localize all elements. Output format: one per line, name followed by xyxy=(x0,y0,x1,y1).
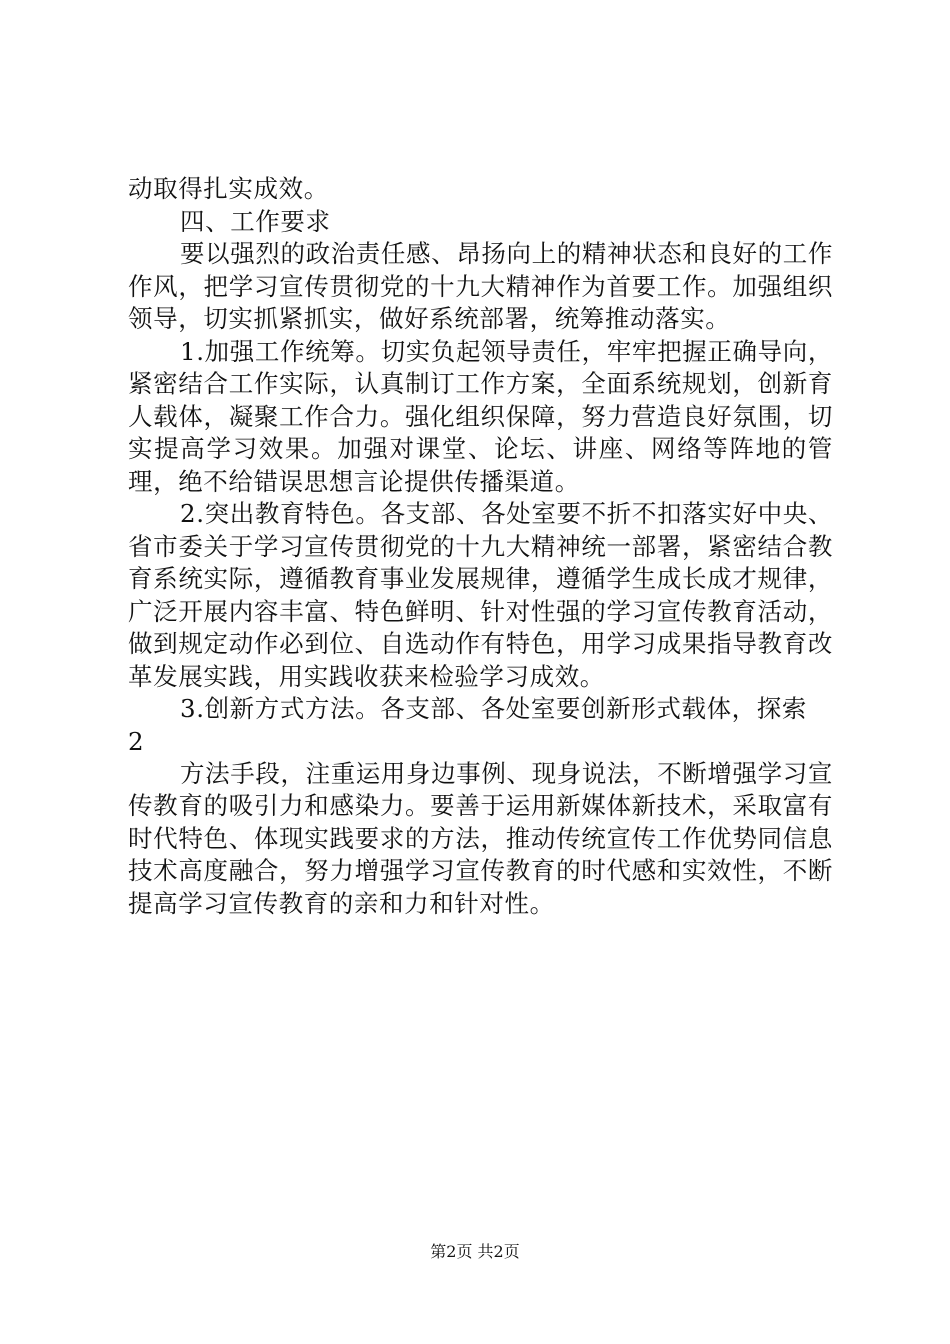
inline-page-marker: 2 xyxy=(128,726,145,756)
paragraph-item-1: 1.加强工作统筹。切实负起领导责任，牢牢把握正确导向，紧密结合工作实际，认真制订工作方案，全面系统规划，创新育人载体，凝聚工作合力。强化组织保障，努力营造良好氛围，切实提高学习效果。加强对课堂、论坛、讲座、网络等阵地的管理，绝不给错误思想言论提供传播渠道。 xyxy=(128,336,833,496)
paragraph-item-2: 2.突出教育特色。各支部、各处室要不折不扣落实好中央、省市委关于学习宣传贯彻党的十九大精神统一部署，紧密结合教育系统实际，遵循教育事业发展规律，遵循学生成长成才规律，广泛开展内容丰富、特色鲜明、针对性强的学习宣传教育活动，做到规定动作必到位、自选动作有特色，用学习成果指导教育改革发展实践，用实践收获来检验学习成效。 xyxy=(128,499,833,691)
paragraph-item-3: 3.创新方式方法。各支部、各处室要创新形式载体，探索 xyxy=(180,694,807,723)
paragraph-item-3-continued: 方法手段，注重运用身边事例、现身说法，不断增强学习宣传教育的吸引力和感染力。要善于运用新媒体新技术，采取富有时代特色、体现实践要求的方法，推动传统宣传工作优势同信息技术高度融合，努力增强学习宣传教育的时代感和实效性，不断提高学习宣传教育的亲和力和针对性。 xyxy=(128,758,833,918)
paragraph-continuation: 动取得扎实成效。 xyxy=(128,174,329,203)
page-footer: 第2页 共2页 xyxy=(430,1242,520,1261)
section-heading: 四、工作要求 xyxy=(180,206,331,236)
document-body xyxy=(128,173,833,920)
paragraph-requirements-intro: 要以强烈的政治责任感、昂扬向上的精神状态和良好的工作作风，把学习宣传贯彻党的十九大精神作为首要工作。加强组织领导，切实抓紧抓实，做好系统部署，统筹推动落实。 xyxy=(128,239,833,333)
